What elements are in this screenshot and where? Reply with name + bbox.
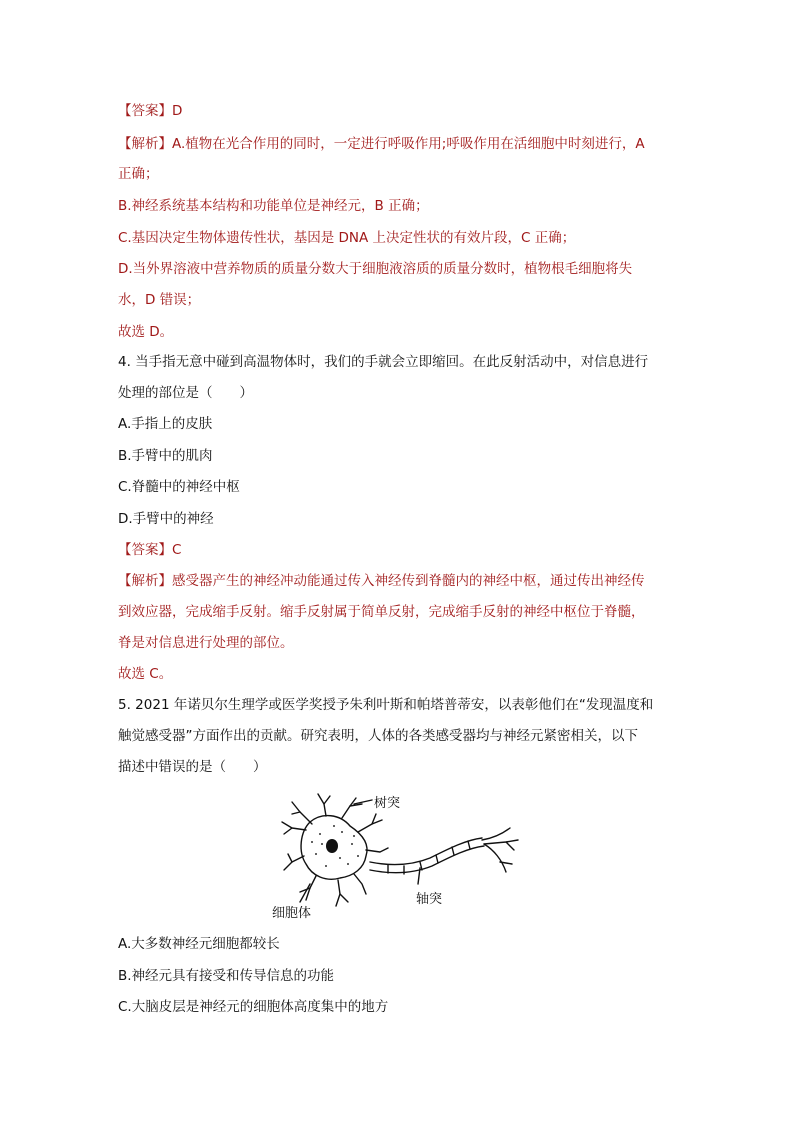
q3-answer-line xyxy=(118,101,182,121)
answer-value: C xyxy=(172,542,182,558)
q5-option-c: C.大脑皮层是神经元的细胞体高度集中的地方 xyxy=(118,999,389,1015)
q3-analysis-line-3: B.神经系统基本结构和功能单位是神经元，B 正确； xyxy=(118,198,429,214)
nucleus xyxy=(326,839,338,853)
neuron-diagram xyxy=(270,784,530,919)
q4-option-d: D.手臂中的神经 xyxy=(118,511,214,527)
q5-option-b: B.神经元具有接受和传导信息的功能 xyxy=(118,968,335,984)
dendrite-label: 树突 xyxy=(374,796,401,811)
q5-stem-line-1: 5. 2021 年诺贝尔生理学或医学奖授予朱利叶斯和帕塔普蒂安，以表彰他们在“发现温度和 xyxy=(118,697,654,713)
q4-stem-line-1: 4. 当手指无意中碰到高温物体时，我们的手就会立即缩回。在此反射活动中，对信息进行 xyxy=(118,354,649,370)
axon-label: 轴突 xyxy=(416,892,443,907)
q4-answer-line xyxy=(118,540,181,560)
q3-analysis-line-6: 水，D 错误； xyxy=(118,292,201,308)
q4-option-c: C.脊髓中的神经中枢 xyxy=(118,479,240,495)
q3-analysis-line-5: D.当外界溶液中营养物质的质量分数大于细胞液溶质的质量分数时，植物根毛细胞将失 xyxy=(118,261,633,277)
answer-label: 【答案】 xyxy=(118,542,172,558)
q4-conclusion: 故选 C。 xyxy=(118,666,173,682)
q3-analysis-line-2: 正确； xyxy=(118,166,159,182)
analysis-text: 感受器产生的神经冲动能通过传入神经传到脊髓内的神经中枢，通过传出神经传 xyxy=(172,573,645,589)
q4-analysis-line-3: 脊是对信息进行处理的部位。 xyxy=(118,635,294,651)
q3-analysis-line-1 xyxy=(118,134,645,154)
answer-label: 【答案】 xyxy=(118,103,172,119)
q5-option-a: A.大多数神经元细胞都较长 xyxy=(118,936,280,952)
q5-stem-line-2: 触觉感受器”方面作出的贡献。研究表明，人体的各类感受器均与神经元紧密相关，以下 xyxy=(118,728,638,744)
q4-analysis-line-2: 到效应器，完成缩手反射。缩手反射属于简单反射，完成缩手反射的神经中枢位于脊髓， xyxy=(118,604,645,620)
q3-conclusion: 故选 D。 xyxy=(118,324,174,340)
q4-option-a: A.手指上的皮肤 xyxy=(118,416,213,432)
q5-stem-line-3: 描述中错误的是（ ） xyxy=(118,759,267,775)
analysis-label: 【解析】 xyxy=(118,573,172,589)
analysis-text: A.植物在光合作用的同时，一定进行呼吸作用;呼吸作用在活细胞中时刻进行，A xyxy=(172,136,645,152)
analysis-label: 【解析】 xyxy=(118,136,172,152)
cell-body-label: 细胞体 xyxy=(272,906,312,921)
answer-value: D xyxy=(172,103,183,119)
q3-analysis-line-4: C.基因决定生物体遗传性状，基因是 DNA 上决定性状的有效片段，C 正确； xyxy=(118,230,576,246)
q4-analysis-line-1 xyxy=(118,571,645,591)
q4-option-b: B.手臂中的肌肉 xyxy=(118,448,213,464)
q4-stem-line-2: 处理的部位是（ ） xyxy=(118,385,253,401)
